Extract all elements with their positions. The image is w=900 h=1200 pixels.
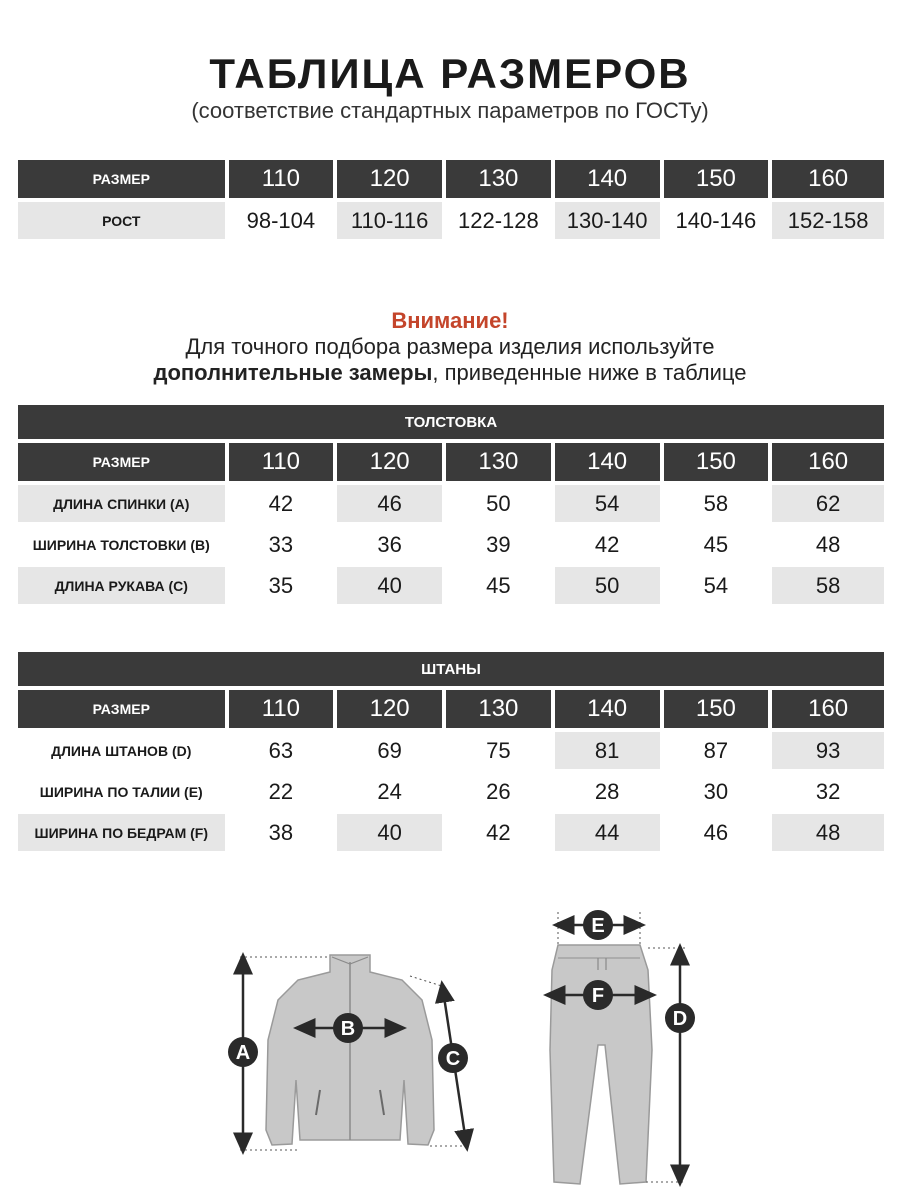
notice-line-2: [0, 360, 900, 386]
value-cell: 42: [229, 485, 334, 522]
row-label: ДЛИНА ШТАНОВ (D): [18, 732, 225, 769]
table-row: [18, 773, 884, 810]
height-cell: 122-128: [446, 202, 551, 239]
size-cell: 150: [664, 443, 769, 481]
hoodie-title: ТОЛСТОВКА: [18, 405, 884, 439]
size-cell: 130: [446, 690, 551, 728]
value-cell: 40: [337, 567, 442, 604]
size-cell: 140: [555, 160, 660, 198]
value-cell: 63: [229, 732, 334, 769]
marker-d: [665, 1003, 695, 1033]
pants-table: [18, 652, 884, 855]
value-cell: 42: [446, 814, 551, 851]
marker-a-label: A: [235, 1042, 251, 1064]
row-label: ДЛИНА РУКАВА (C): [18, 567, 225, 604]
marker-f-label: F: [591, 985, 605, 1007]
value-cell: 46: [664, 814, 769, 851]
marker-b: [333, 1013, 363, 1043]
marker-f: [583, 980, 613, 1010]
row-label: ДЛИНА СПИНКИ (A): [18, 485, 225, 522]
marker-d-label: D: [672, 1008, 688, 1030]
hoodie-header-label: РАЗМЕР: [18, 443, 225, 481]
size-cell: 110: [229, 690, 334, 728]
marker-e-label: E: [591, 915, 605, 937]
value-cell: 58: [772, 567, 884, 604]
marker-e: [583, 910, 613, 940]
size-cell: 110: [229, 160, 334, 198]
pants-header-label: РАЗМЕР: [18, 690, 225, 728]
marker-c: [438, 1043, 468, 1073]
size-table: [18, 160, 884, 243]
value-cell: 48: [772, 814, 884, 851]
value-cell: 87: [664, 732, 769, 769]
value-cell: 62: [772, 485, 884, 522]
size-cell: 150: [664, 690, 769, 728]
value-cell: 46: [337, 485, 442, 522]
size-cell: 120: [337, 160, 442, 198]
row-label: ШИРИНА ТОЛСТОВКИ (B): [18, 526, 225, 563]
value-cell: 50: [446, 485, 551, 522]
hoodie-table: [18, 405, 884, 608]
size-cell: 160: [772, 443, 884, 481]
value-cell: 26: [446, 773, 551, 810]
value-cell: 58: [664, 485, 769, 522]
value-cell: 24: [337, 773, 442, 810]
size-cell: 150: [664, 160, 769, 198]
marker-c-label: C: [445, 1048, 461, 1070]
pants-title: ШТАНЫ: [18, 652, 884, 686]
value-cell: 93: [772, 732, 884, 769]
row-label: ШИРИНА ПО БЕДРАМ (F): [18, 814, 225, 851]
value-cell: 45: [664, 526, 769, 563]
size-header-label: РАЗМЕР: [18, 160, 225, 198]
value-cell: 48: [772, 526, 884, 563]
table-row: [18, 526, 884, 563]
size-cell: 140: [555, 443, 660, 481]
size-cell: 130: [446, 160, 551, 198]
value-cell: 54: [555, 485, 660, 522]
table-row: [18, 814, 884, 851]
size-cell: 120: [337, 690, 442, 728]
value-cell: 22: [229, 773, 334, 810]
table-row: [18, 732, 884, 769]
notice-line-2-rest: , приведенные ниже в таблице: [432, 360, 747, 385]
value-cell: 69: [337, 732, 442, 769]
garment-diagram: [0, 900, 900, 1200]
notice-line-1: Для точного подбора размера изделия используйте: [185, 334, 715, 359]
hoodie-header-row: [18, 443, 884, 481]
size-cell: 120: [337, 443, 442, 481]
size-cell: 160: [772, 690, 884, 728]
size-cell: 130: [446, 443, 551, 481]
size-cell: 160: [772, 160, 884, 198]
height-label: РОСТ: [18, 202, 225, 239]
value-cell: 45: [446, 567, 551, 604]
height-cell: 98-104: [229, 202, 334, 239]
value-cell: 33: [229, 526, 334, 563]
table-row: [18, 485, 884, 522]
page-subtitle: (соответствие стандартных параметров по ГОСТу): [191, 98, 709, 123]
size-header-row: [18, 160, 884, 198]
height-cell: 152-158: [772, 202, 884, 239]
notice-block: [0, 308, 900, 386]
value-cell: 42: [555, 526, 660, 563]
value-cell: 44: [555, 814, 660, 851]
value-cell: 38: [229, 814, 334, 851]
jacket-illustration: [266, 955, 434, 1145]
value-cell: 35: [229, 567, 334, 604]
marker-b-label: B: [340, 1018, 356, 1040]
notice-bold-text: дополнительные замеры: [153, 360, 433, 385]
page-title: ТАБЛИЦА РАЗМЕРОВ: [209, 50, 691, 97]
height-row: [18, 202, 884, 239]
value-cell: 36: [337, 526, 442, 563]
value-cell: 32: [772, 773, 884, 810]
height-cell: 110-116: [337, 202, 442, 239]
value-cell: 54: [664, 567, 769, 604]
height-cell: 140-146: [664, 202, 769, 239]
value-cell: 39: [446, 526, 551, 563]
warning-text: Внимание!: [391, 308, 509, 333]
row-label: ШИРИНА ПО ТАЛИИ (E): [18, 773, 225, 810]
value-cell: 75: [446, 732, 551, 769]
marker-a: [228, 1037, 258, 1067]
table-row: [18, 567, 884, 604]
pants-header-row: [18, 690, 884, 728]
value-cell: 81: [555, 732, 660, 769]
size-cell: 140: [555, 690, 660, 728]
value-cell: 30: [664, 773, 769, 810]
value-cell: 28: [555, 773, 660, 810]
size-cell: 110: [229, 443, 334, 481]
value-cell: 40: [337, 814, 442, 851]
height-cell: 130-140: [555, 202, 660, 239]
value-cell: 50: [555, 567, 660, 604]
